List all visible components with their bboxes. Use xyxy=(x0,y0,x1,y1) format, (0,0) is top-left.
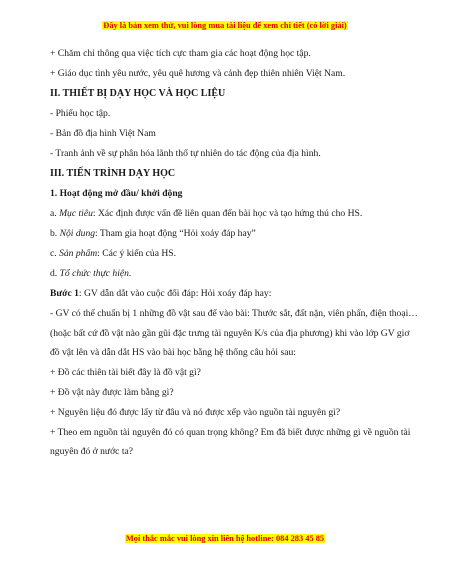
step-text: : GV dẫn dắt vào cuộc đối đáp: Hỏi xoáy đáp hay: xyxy=(78,288,272,299)
step-line xyxy=(50,284,420,304)
hotline-notice-text: Mọi thắc mắc vui lòng xin liên hệ hotline: 084 283 45 85 xyxy=(125,534,325,543)
text-line: + Chăm chỉ thông qua việc tích cực tham gia các hoạt động học tập. xyxy=(50,48,311,59)
hotline-notice-banner xyxy=(0,534,450,543)
question-line: + Đồ vật này được làm bằng gì? xyxy=(50,386,174,398)
section-heading-equipment: II. THIẾT BỊ DẠY HỌC VÀ HỌC LIỆU xyxy=(50,88,226,99)
text-line: - Tranh ảnh về sự phân hóa lãnh thổ tự nhiên do tác động của địa hình. xyxy=(50,148,321,159)
item-text: : Xác định được vấn đề liên quan đến bài học và tạo hứng thú cho HS. xyxy=(92,208,363,219)
text-line: - Phiếu học tập. xyxy=(50,108,111,119)
instruction-paragraph: - GV có thể chuẩn bị 1 những đồ vật sau để vào bài: Thước sắt, đất nặn, viên phấn, điện thoại…(hoặc bất cứ đồ vật nào gần gũi đặc trưng tài nguyên K/s của địa phương) khi vào lớp GV giơ đồ vật lên và dẫn dắt HS vào bài học bằng hệ thống câu hỏi sau: xyxy=(50,308,418,359)
section-heading-process: III. TIẾN TRÌNH DẠY HỌC xyxy=(50,168,176,179)
item-label: Sản phẩm xyxy=(59,248,98,259)
product-line xyxy=(50,244,420,264)
question-line: + Đồ các thiên tài biết đây là đồ vật gì? xyxy=(50,366,201,378)
question-line: + Nguyên liệu đó được lấy từ đâu và nó được xếp vào nguồn tài nguyên gì? xyxy=(50,406,341,418)
preview-notice-banner xyxy=(0,21,450,30)
item-prefix: d. xyxy=(50,268,60,279)
item-text: : Các ý kiến của HS. xyxy=(97,248,177,259)
item-prefix: b. xyxy=(50,228,60,239)
question-line: + Theo em nguồn tài nguyên đó có quan trọng không? Em đã biết được những gì về nguồn tài nguyên đó ở nước ta? xyxy=(50,426,411,458)
text-line: - Bản đồ địa hình Việt Nam xyxy=(50,128,156,139)
text-line: + Giáo dục tình yêu nước, yêu quê hương và cảnh đẹp thiên nhiên Việt Nam. xyxy=(50,68,346,79)
objective-line xyxy=(50,204,420,224)
item-prefix: a. xyxy=(50,208,60,219)
item-label: Nội dung xyxy=(59,228,96,239)
item-text: : Tham gia hoạt động “Hỏi xoáy đáp hay” xyxy=(95,228,256,239)
organization-line xyxy=(50,264,420,284)
content-line xyxy=(50,224,420,244)
activity-heading: 1. Hoạt động mở đầu/ khởi động xyxy=(50,188,183,199)
document-body xyxy=(50,44,420,462)
item-label: Tổ chức thực hiện. xyxy=(59,268,132,279)
item-prefix: c. xyxy=(50,248,60,259)
preview-notice-text: Đây là bản xem thử, vui lòng mua tài liệu để xem chi tiết (có lời giải) xyxy=(103,21,347,30)
step-label: Bước 1 xyxy=(50,288,79,299)
item-label: Mục tiêu xyxy=(59,208,93,219)
